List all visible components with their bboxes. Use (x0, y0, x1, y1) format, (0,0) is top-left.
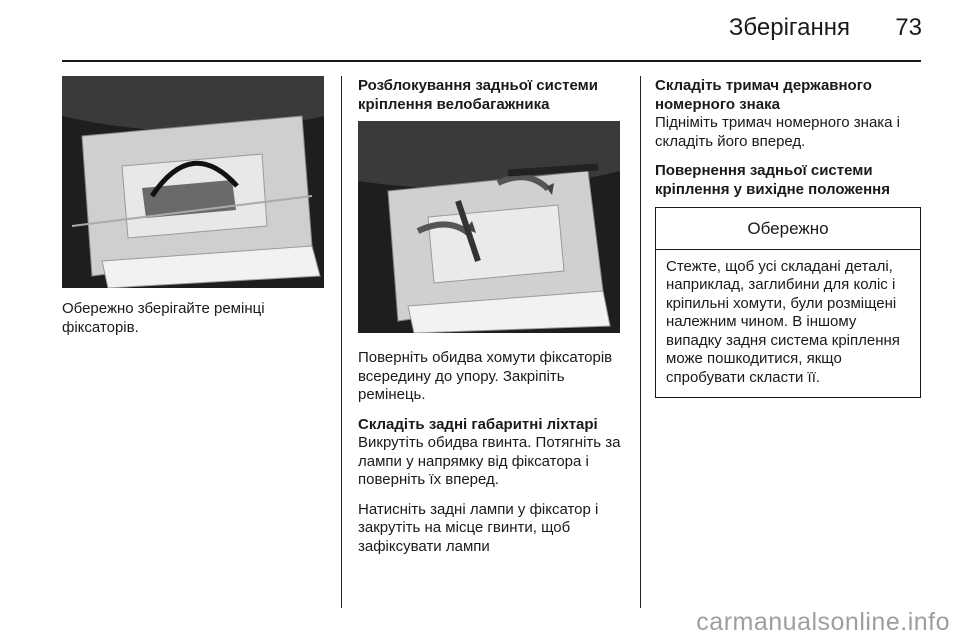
header-rule (62, 60, 921, 62)
column-1 (62, 300, 324, 348)
heading-unlock-system: Розблокування задньої системи кріплення велобагажника (358, 77, 598, 113)
page-header-title: Зберігання (728, 14, 850, 41)
page-number: 73 (895, 14, 922, 41)
figure-strap-storage (62, 76, 324, 288)
figure-caption: Обережно зберігайте ремінці фіксаторів. (62, 300, 265, 336)
paragraph-turn-clamps: Поверніть обидва хомути фіксаторів всередину до упору. Закріпіть ремінець. (358, 349, 613, 403)
column-divider (640, 76, 641, 608)
heading-fold-lights: Складіть задні габаритні ліхтарі (358, 415, 598, 433)
column-divider (341, 76, 342, 608)
caution-text: Стежте, щоб усі складані деталі, наприклад, заглибини для коліс і кріпильні хомути, були розміщені належним чином. В іншому випадку задня система кріплення може пошкодитися, якщо спробувати скласти її. (666, 257, 900, 386)
heading-fold-plate-holder: Складіть тримач державного номерного знака (655, 77, 872, 113)
figure-turn-clamps (358, 121, 620, 333)
paragraph-lift-plate-holder: Підніміть тримач номерного знака і складіть його вперед. (655, 114, 901, 150)
column-3 (655, 77, 921, 398)
watermark: carmanualsonline.info (696, 608, 950, 636)
caution-box (655, 207, 921, 398)
caution-title: Обережно (656, 208, 920, 250)
column-2 (358, 77, 626, 118)
paragraph-unscrew: Викрутіть обидва гвинта. Потягніть за лампи у напрямку від фіксатора і поверніть їх вперед. (358, 434, 621, 488)
paragraph-press-lamps: Натисніть задні лампи у фіксатор і закрутіть на місце гвинти, щоб зафіксувати лампи (358, 500, 599, 555)
heading-return-system: Повернення задньої системи кріплення у вихідне положення (655, 162, 890, 198)
column-2-body (358, 349, 626, 567)
